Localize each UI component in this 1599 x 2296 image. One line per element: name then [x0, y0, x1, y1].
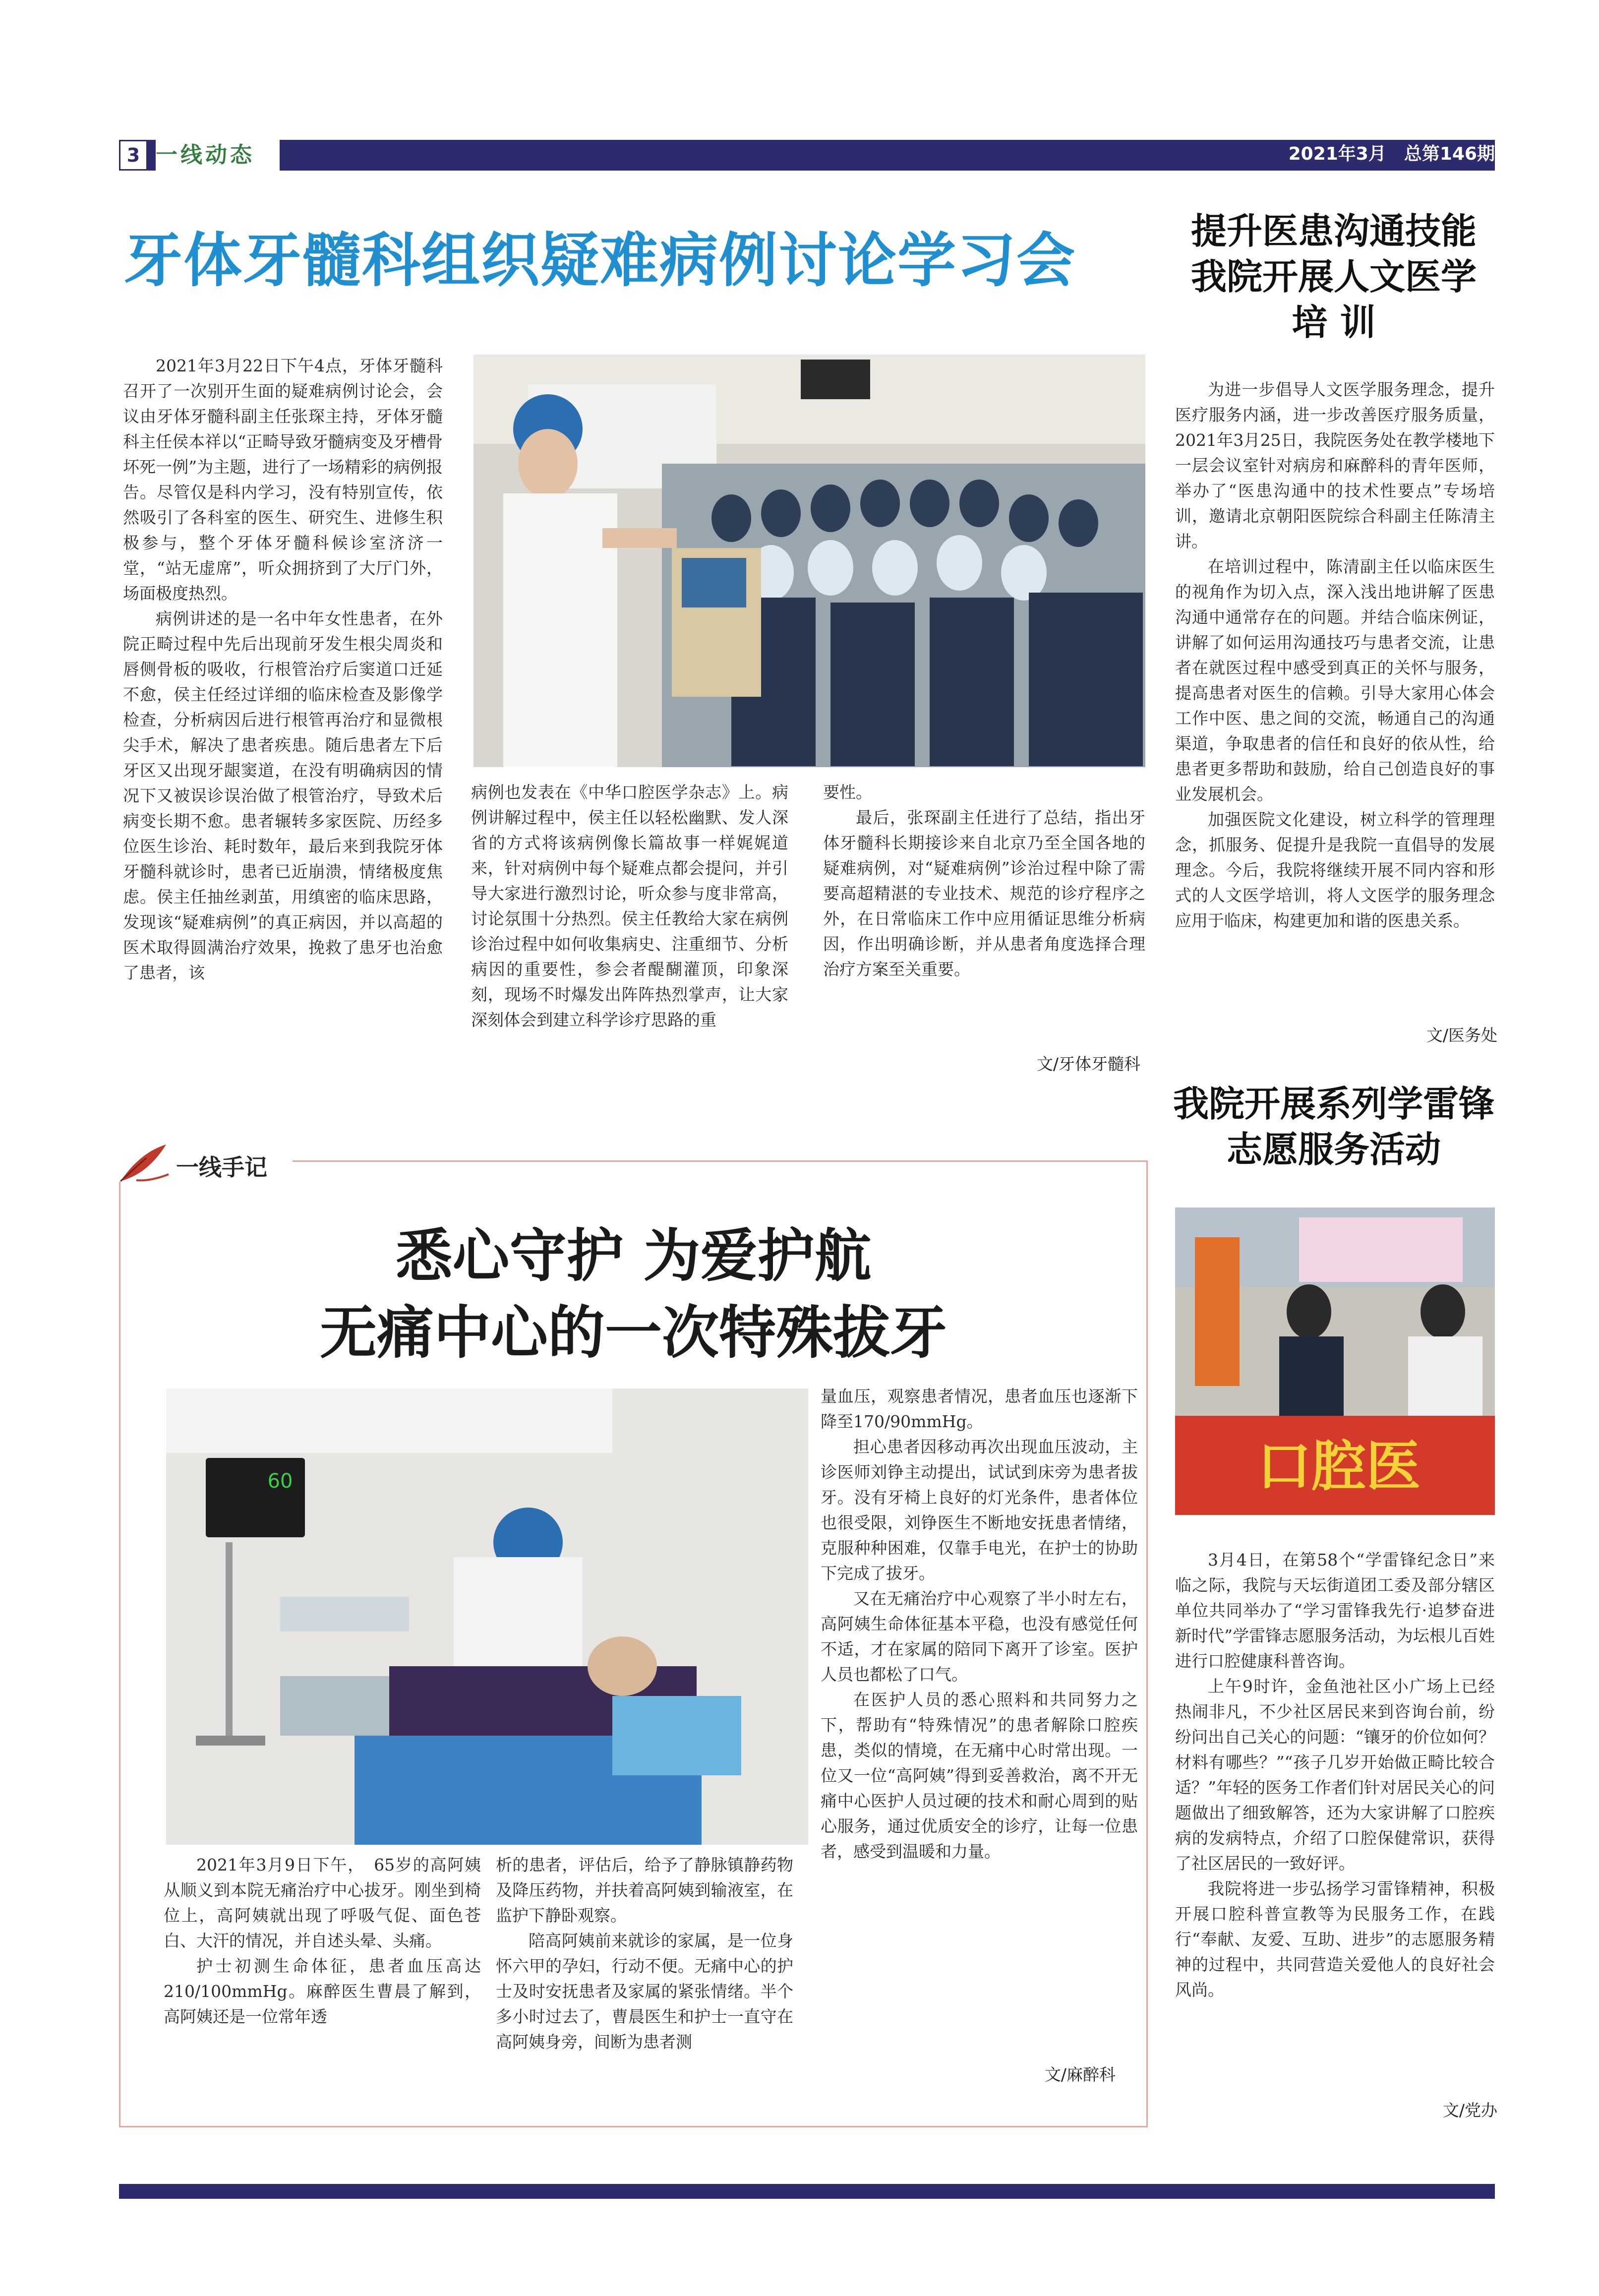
main-headline: 牙体牙髓科组织疑难病例讨论学习会 [124, 226, 1076, 295]
paragraph: 陪高阿姨前来就诊的家属，是一位身怀六甲的孕妇，行动不便。无痛中心的护士及时安抚患者及家属的紧张情绪。半个多小时过去了，曹晨医生和护士一直守在高阿姨身旁，间断为患者测 [496, 1931, 793, 2052]
article1-column3 [823, 780, 1145, 982]
dental-procedure-photo [166, 1389, 808, 1845]
paragraph: 3月4日，在第58个“学雷锋纪念日”来临之际，我院与天坛街道团工委及部分辖区单位共同举办了“学习雷锋我先行·追梦奋进新时代”学雷锋志愿服务活动，为坛根儿百姓进行口腔健康科普咨询。 [1175, 1550, 1495, 1671]
title-line: 提升医患沟通技能 [1190, 210, 1477, 252]
paragraph: 为进一步倡导人文医学服务理念，提升医疗服务内涵，进一步改善医疗服务质量，2021年3月25日，我院医务处在教学楼地下一层会议室针对病房和麻醉科的青年医师，举办了“医患沟通中的技术性要点”专场培训，邀请北京朝阳医院综合科副主任陈清主讲。 [1175, 380, 1495, 551]
right2-credit: 文/党办 [1442, 2101, 1497, 2120]
paragraph: 最后，张琛副主任进行了总结，指出牙体牙髓科长期接诊来自北京乃至全国各地的疑难病例，对“疑难病例”诊治过程中除了需要高超精湛的专业技术、规范的诊疗程序之外，在日常临床工作中应用循证思维分析病因，作出明确诊断，并从患者角度选择合理治疗方案至关重要。 [823, 808, 1145, 979]
paragraph: 我院将进一步弘扬学习雷锋精神，积极开展口腔科普宣教等为民服务工作，在践行“奉献、友爱、互助、进步”的志愿服务精神的过程中，共同营造关爱他人的良好社会风尚。 [1175, 1879, 1495, 1999]
paragraph: 在医护人员的悉心照料和共同努力之下，帮助有“特殊情况”的患者解除口腔疾患，类似的情境，在无痛中心时常出现。一位又一位“高阿姨”得到妥善救治，离不开无痛中心医护人员过硬的技术和耐心周到的贴心服务，通过优质安全的诊疗，让每一位患者，感受到温暖和力量。 [821, 1690, 1138, 1861]
feature-credit: 文/麻醉科 [1044, 2065, 1116, 2084]
feature-column-bottom2 [496, 1852, 793, 2054]
footer-bar [119, 2184, 1495, 2199]
feather-pen-icon [117, 1141, 171, 1185]
paragraph: 在培训过程中，陈清副主任以临床医生的视角作为切入点，深入浅出地讲解了医患沟通中通常存在的问题。并结合临床例证，讲解了如何运用沟通技巧与患者交流，让患者在就医过程中感受到真正的关怀与服务，提高患者对医生的信赖。引导大家用心体会工作中医、患之间的交流，畅通自己的沟通渠道，争取患者的信任和良好的依从性，给患者更多帮助和鼓励，给自己创造良好的事业发展机会。 [1175, 557, 1495, 804]
right1-credit: 文/医务处 [1426, 1026, 1497, 1045]
title-line: 培 训 [1292, 301, 1376, 343]
feature-title-line1: 悉心守护 为爱护航 [395, 1222, 872, 1289]
lecture-photo [474, 355, 1145, 767]
paragraph: 2021年3月22日下午4点，牙体牙髓科召开了一次别开生面的疑难病例讨论会，会议由牙体牙髓科副主任张琛主持，牙体牙髓科主任侯本祥以“正畸导致牙髓病变及牙槽骨坏死一例”为主题，进行了一场精彩的病例报告。尽管仅是科内学习，没有特别宣传，依然吸引了各科室的医生、研究生、进修生积极参与，整个牙体牙髓科候诊室济济一堂，“站无虚席”，听众拥挤到了大厅门外，场面极度热烈。 [123, 356, 443, 603]
paragraph: 要性。 [823, 783, 872, 802]
paragraph: 病例也发表在《中华口腔医学杂志》上。病例讲解过程中，侯主任以轻松幽默、发人深省的方式将该病例像长篇故事一样娓娓道来，针对病例中每个疑难点都会提问，并引导大家进行激烈讨论，听众参与度非常高，讨论氛围十分热烈。侯主任教给大家在病例诊治过程中如何收集病史、注重细节、分析病因的重要性，参会者醍醐灌顶，印象深刻，现场不时爆发出阵阵热烈掌声，让大家深刻体会到建立科学诊疗思路的重 [471, 783, 788, 1029]
paragraph: 析的患者，评估后，给予了静脉镇静药物及降压药物，并扶着高阿姨到输液室，在监护下静卧观察。 [496, 1855, 793, 1925]
article1-column2 [471, 780, 788, 1032]
right2-title [1163, 1081, 1505, 1172]
issue-date: 2021年3月 总第146期 [1288, 144, 1495, 164]
volunteer-photo [1175, 1208, 1495, 1515]
section-label: 一线动态 [156, 140, 280, 171]
paragraph: 2021年3月9日下午， 65岁的高阿姨从顺义到本院无痛治疗中心拔牙。刚坐到椅位上，高阿姨就出现了呼吸气促、面色苍白、大汗的情况，并自述头晕、头痛。 [164, 1855, 481, 1950]
monitor-reading: 60 [267, 1470, 293, 1493]
paragraph: 护士初测生命体征，患者血压高达210/100mmHg。麻醉医生曹晨了解到，高阿姨还是一位常年透 [164, 1956, 481, 2026]
feature-title-line2: 无痛中心的一次特殊拔牙 [319, 1299, 947, 1366]
article1-column1 [123, 353, 443, 985]
feature-column-right [821, 1384, 1138, 1864]
paragraph: 上午9时许，金鱼池社区小广场上已经热闹非凡，不少社区居民来到咨询台前，纷纷问出自己关心的问题：“镶牙的价位如何？材料有哪些？”“孩子几岁开始做正畸比较合适？”年轻的医务工作者们针对居民关心的问题做出了细致解答，还为大家讲解了口腔疾病的发病特点，介绍了口腔保健常识，获得了社区居民的一致好评。 [1175, 1677, 1495, 1873]
right1-title [1163, 208, 1505, 345]
paragraph: 担心患者因移动再次出现血压波动，主诊医师刘铮主动提出，试试到床旁为患者拔牙。没有牙椅上良好的灯光条件，患者体位也很受限，刘铮医生不断地安抚患者情绪，克服种种困难，仅靠手电光，在护士的协助下完成了拔牙。 [821, 1437, 1138, 1583]
page-number: 3 [119, 140, 148, 171]
right1-body [1175, 377, 1495, 933]
right2-body [1175, 1547, 1495, 2002]
feature-column-bottom1 [164, 1852, 481, 2029]
paragraph: 加强医院文化建设，树立科学的管理理念，抓服务、促提升是我院一直倡导的发展理念。今后，我院将继续开展不同内容和形式的人文医学培训，将人文医学的服务理念应用于临床，构建更加和谐的医患关系。 [1175, 810, 1495, 930]
photo-sign-text: 口腔医 [1257, 1434, 1421, 1498]
paragraph: 量血压，观察患者情况，患者血压也逐渐下降至170/90mmHg。 [821, 1387, 1138, 1431]
paragraph: 病例讲述的是一名中年女性患者，在外院正畸过程中先后出现前牙发生根尖周炎和唇侧骨板的吸收，行根管治疗后窦道口迁延不愈，侯主任经过详细的临床检查及影像学检查，分析病因后进行根管再治疗和显微根尖手术，解决了患者疾患。随后患者左下后牙区又出现牙龈窦道，在没有明确病因的情况下又被误诊误治做了根管治疗，导致术后病变长期不愈。患者辗转多家医院、历经多位医生诊治、耗时数年，最后来到我院牙体牙髓科就诊时，患者已近崩溃，情绪极度焦虑。侯主任抽丝剥茧，用缜密的临床思路，发现该“疑难病例”的真正病因，并以高超的医术取得圆满治疗效果，挽救了患牙也治愈了患者，该 [123, 609, 443, 982]
feature-badge-label: 一线手记 [176, 1154, 267, 1181]
title-line: 我院开展人文医学 [1190, 255, 1477, 298]
article1-credit: 文/牙体牙髓科 [1036, 1054, 1140, 1074]
paragraph: 又在无痛治疗中心观察了半小时左右，高阿姨生命体征基本平稳，也没有感觉任何不适，才在家属的陪同下离开了诊室。医护人员也都松了口气。 [821, 1589, 1138, 1684]
title-line: 我院开展系列学雷锋 [1173, 1083, 1494, 1125]
title-line: 志愿服务活动 [1226, 1128, 1441, 1170]
